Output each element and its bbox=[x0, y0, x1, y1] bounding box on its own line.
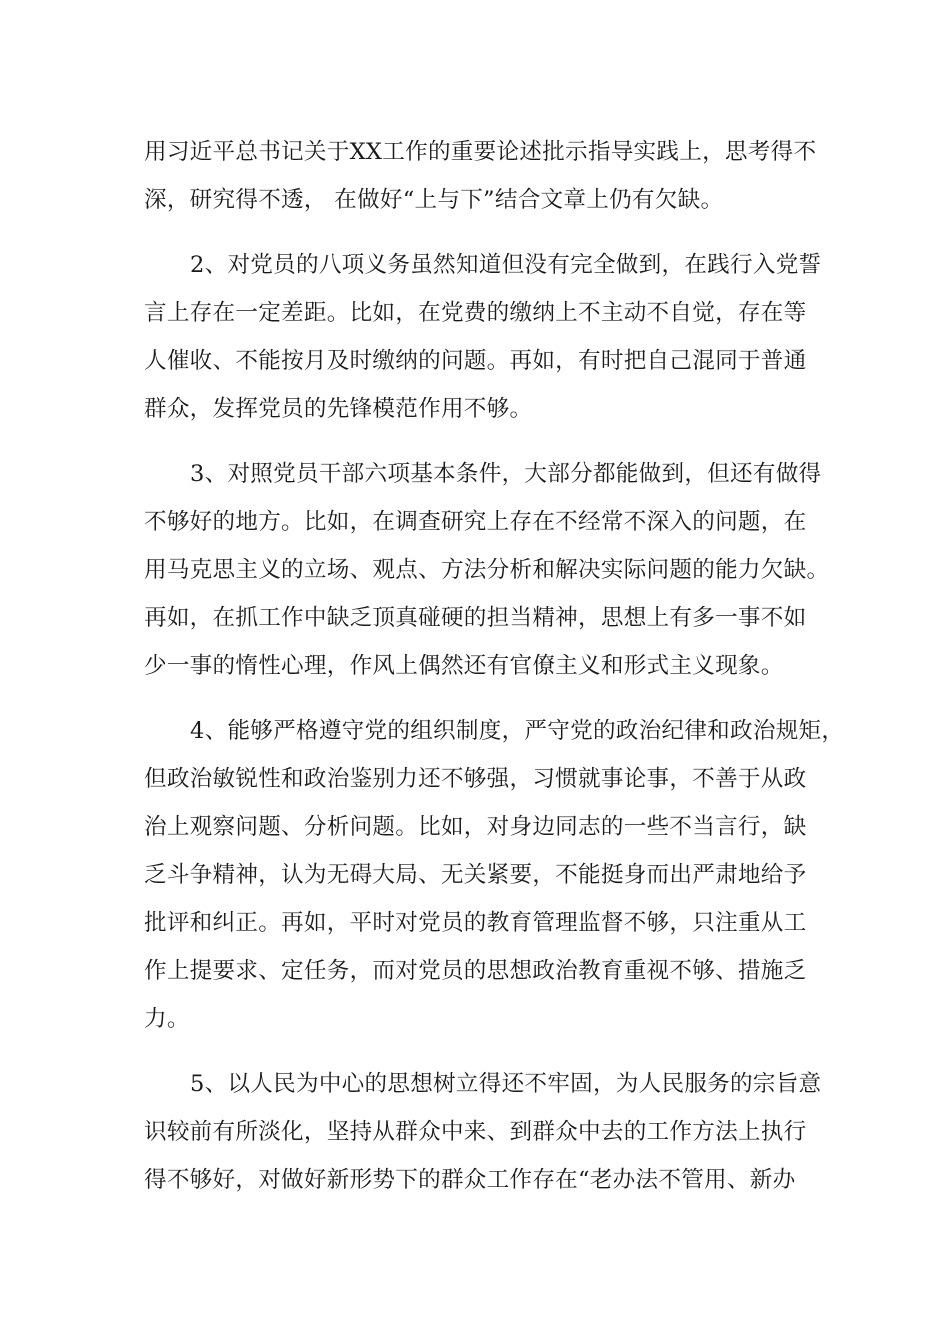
paragraph-start-line: 5、以人民为中心的思想树立得还不牢固，为人民服务的宗旨意 bbox=[190, 1071, 822, 1097]
text-line: 人催收、不能按月及时缴纳的问题。再如，有时把自己混同于普通 bbox=[144, 348, 807, 374]
paragraph-start-line: 2、对党员的八项义务虽然知道但没有完全做到，在践行入党誓 bbox=[190, 252, 822, 278]
text-line: 少一事的惰性心理，作风上偶然还有官僚主义和形式主义现象。 bbox=[144, 653, 784, 679]
text-line: 言上存在一定差距。比如，在党费的缴纳上不主动不自觉，存在等 bbox=[144, 300, 807, 326]
text-line: 治上观察问题、分析问题。比如，对身边同志的一些不当言行，缺 bbox=[144, 814, 807, 840]
text-line: 不够好的地方。比如，在调查研究上存在不经常不深入的问题，在 bbox=[144, 509, 807, 535]
text-line: 但政治敏锐性和政治鉴别力还不够强，习惯就事论事，不善于从政 bbox=[144, 766, 807, 792]
paragraph-start-line: 3、对照党员干部六项基本条件，大部分都能做到，但还有做得 bbox=[190, 461, 822, 487]
text-line: 力。 bbox=[144, 1006, 190, 1032]
text-line: 作上提要求、定任务，而对党员的思想政治教育重视不够、措施乏 bbox=[144, 958, 807, 984]
text-line: 批评和纠正。再如，平时对党员的教育管理监督不够，只注重从工 bbox=[144, 910, 807, 936]
text-line: 用习近平总书记关于XX工作的重要论述批示指导实践上，思考得不 bbox=[144, 139, 817, 165]
text-line: 再如，在抓工作中缺乏顶真碰硬的担当精神，思想上有多一事不如 bbox=[144, 605, 807, 631]
text-line: 得不够好，对做好新形势下的群众工作存在“老办法不管用、新办 bbox=[144, 1167, 796, 1193]
text-line: 用马克思主义的立场、观点、方法分析和解决实际问题的能力欠缺。 bbox=[144, 557, 830, 583]
text-line: 识较前有所淡化，坚持从群众中来、到群众中去的工作方法上执行 bbox=[144, 1119, 807, 1145]
paragraph-start-line: 4、能够严格遵守党的组织制度，严守党的政治纪律和政治规矩， bbox=[190, 718, 845, 744]
text-line: 群众，发挥党员的先锋模范作用不够。 bbox=[144, 396, 533, 422]
text-line: 乏斗争精神，认为无碍大局、无关紧要，不能挺身而出严肃地给予 bbox=[144, 862, 807, 888]
text-line: 深，研究得不透， 在做好“上与下”结合文章上仍有欠缺。 bbox=[144, 187, 724, 213]
